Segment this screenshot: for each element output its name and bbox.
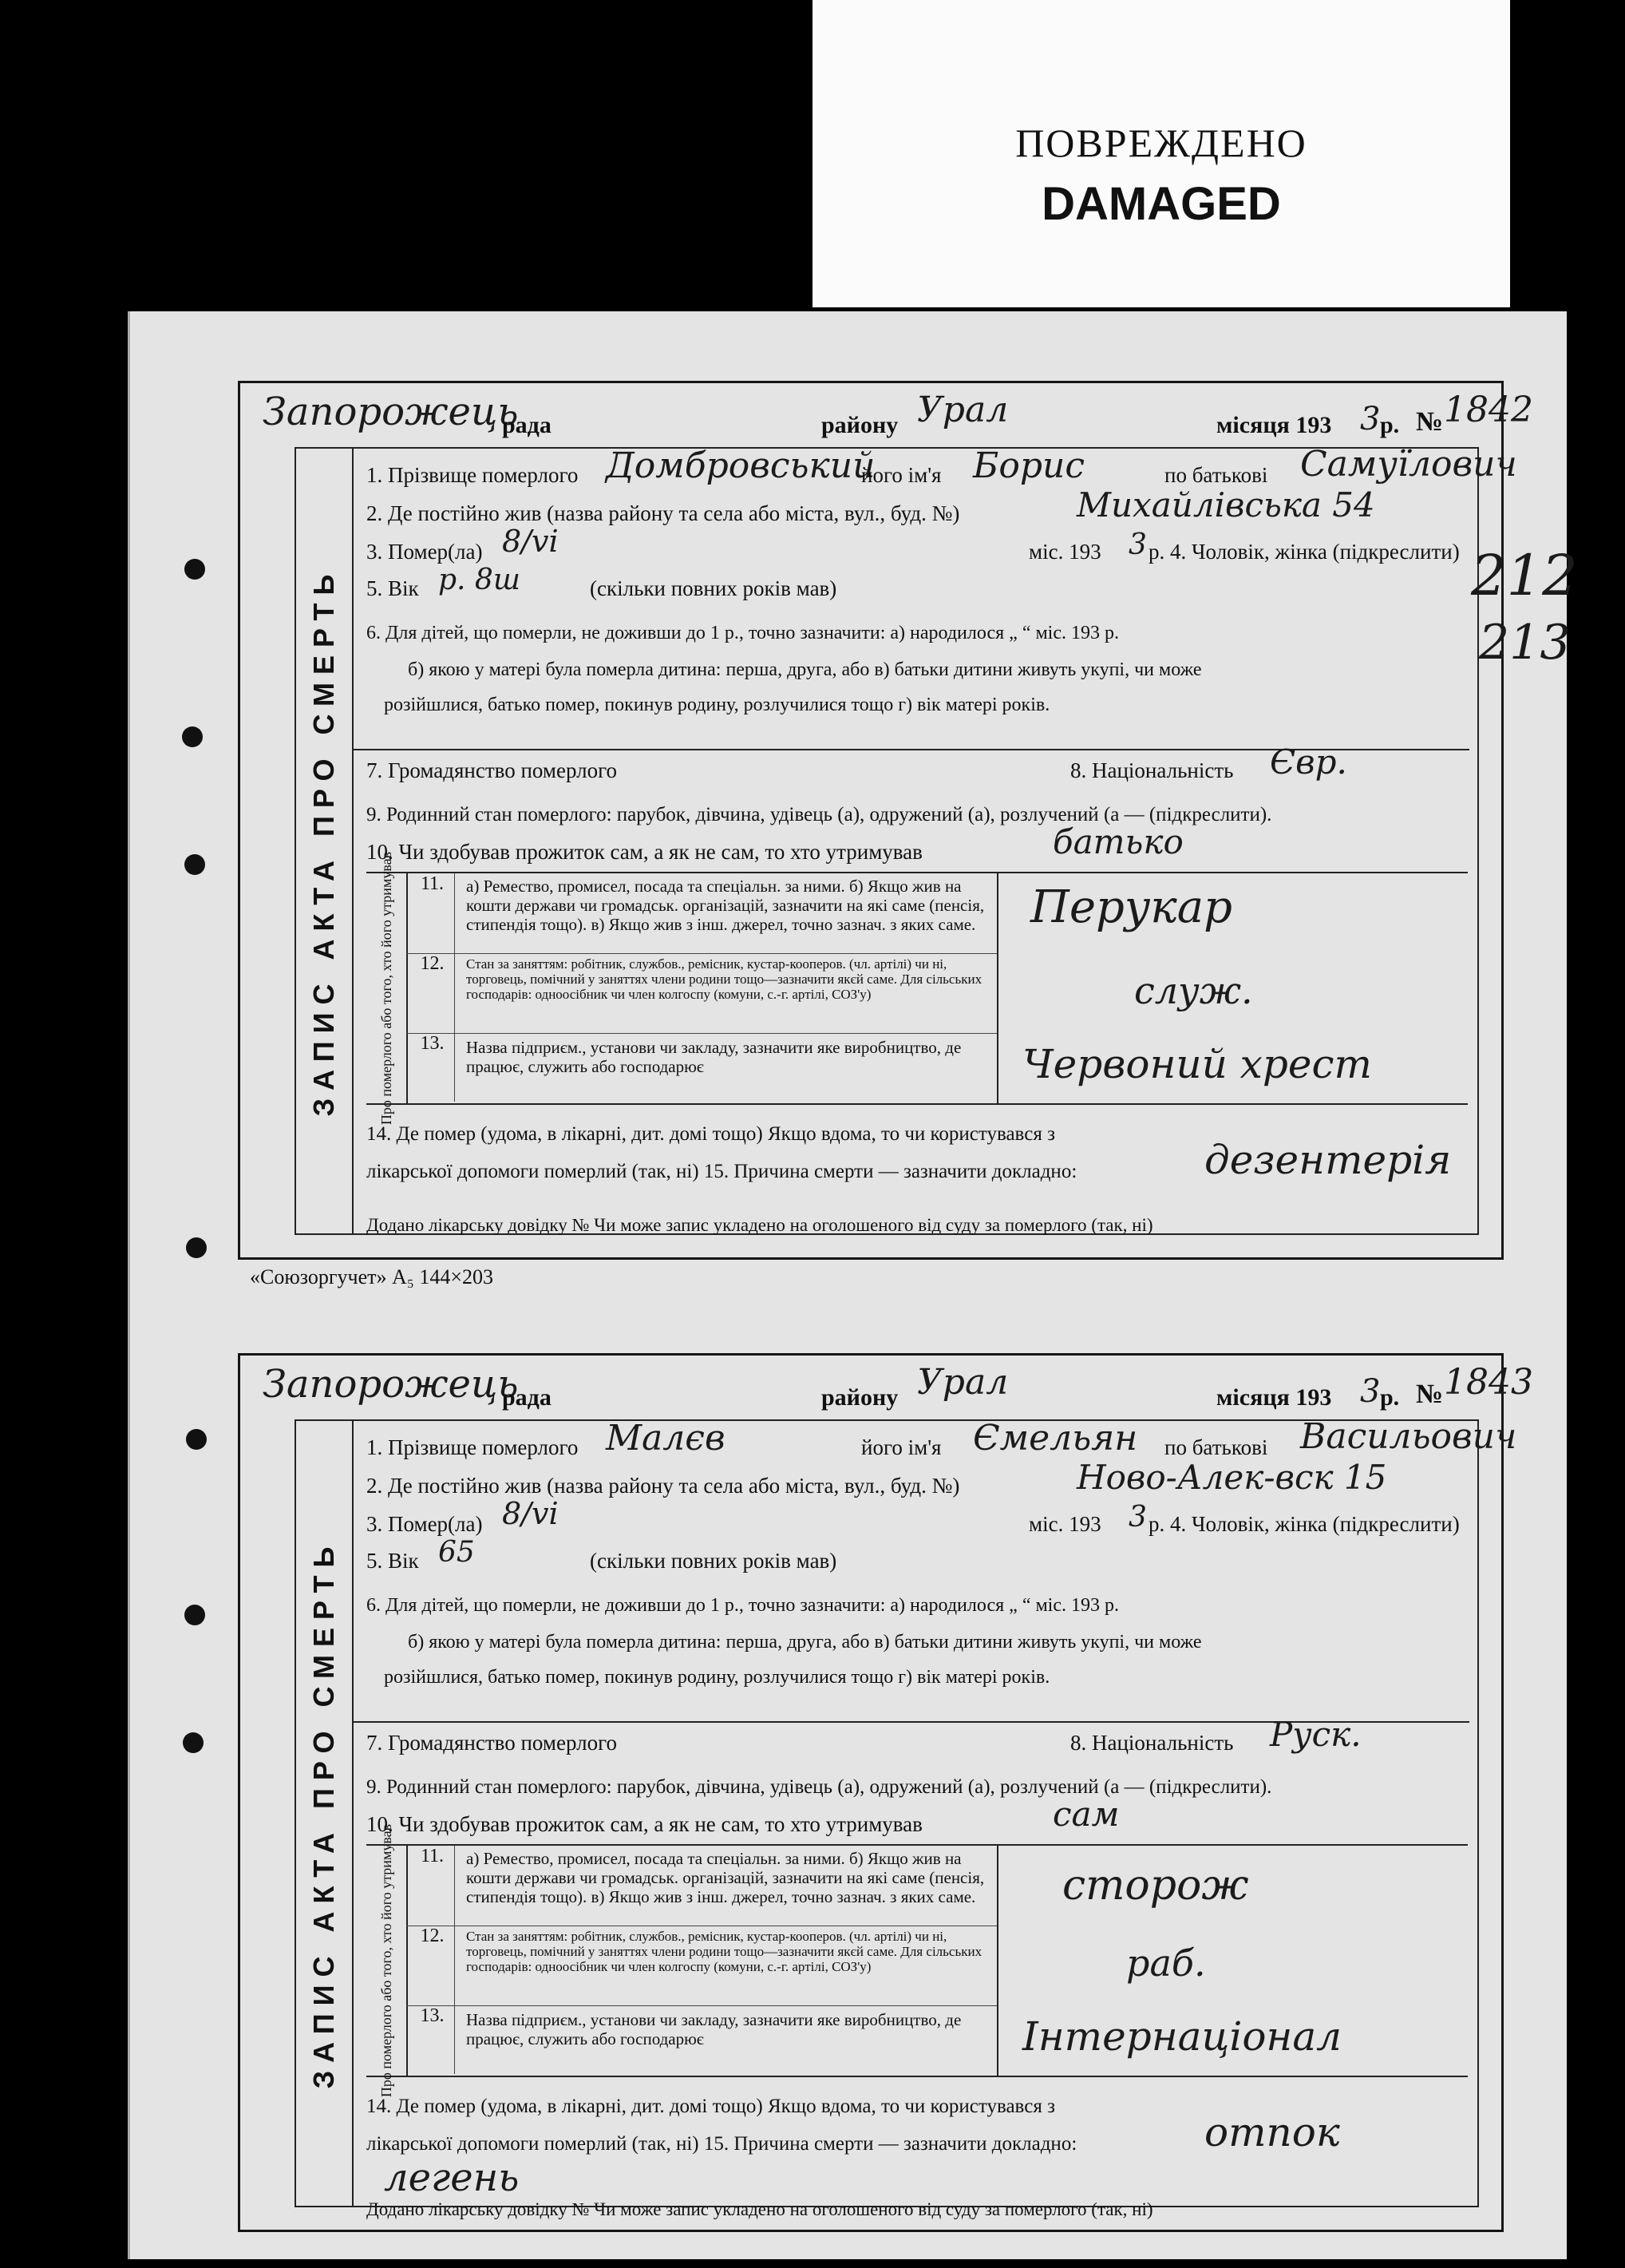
citizenship-label: 7. Громадянство померлого — [366, 758, 618, 782]
workplace-question: Назва підприєм., установи чи закладу, зазначити яке виробництво, де працює, служить або господарює — [466, 2010, 962, 2048]
child-order-label: б) якою у матері була померла дитина: перша, друга, або в) батьки дитини живуть укупі, чи може — [408, 659, 1202, 680]
death-date-value: 8/vi — [502, 524, 559, 559]
form-body — [295, 444, 1517, 1235]
occupation-question: а) Ремество, промисел, посада та спеціальн. за ними. б) Якщо жив на кошти держави чи громадськ. організацій, зазначити на які саме (пенсія, стипендія тощо). в) Якщо жив з інш. джерел, точно зазнач. з яких саме. — [466, 1849, 985, 1906]
status-question: Стан за заняттям: робітник, службов., ремісник, кустар-кооперов. (чл. артілі) чи ні, торговець, помічний у заняттях члени родини тощо—зазначити якєй саме. Для сільських господарів: одноосібник чи член колгоспу (комуни, с.-г. артілі, СОЗ'у) — [466, 1929, 983, 1974]
margin-number-1: 212 — [1471, 543, 1578, 608]
punch-hole-icon — [186, 1237, 207, 1258]
damaged-stamp-card — [812, 0, 1510, 307]
death-month-label: міс. 193 — [1029, 540, 1101, 564]
year-suffix: р. — [1380, 412, 1400, 438]
cause-label: лікарської допомоги померлий (так, ні) 15. Причина смерти — зазначити докладно: — [366, 1161, 1077, 1182]
form-header — [255, 390, 1533, 445]
row-child-2 — [408, 1632, 1469, 1653]
row-child-3 — [384, 695, 1469, 716]
death-date-label: 3. Помер(ла) — [366, 540, 483, 564]
answers-column — [997, 873, 1372, 1103]
marital-status-label: 9. Родинний стан померлого: парубок, дівчина, удівець (а), одружений (а), розлучений (а — (підкреслити). — [366, 804, 1272, 825]
month-label: місяця 193 — [1216, 412, 1332, 438]
row-number-11: 11. — [410, 1846, 455, 1926]
death-date-label: 3. Помер(ла) — [366, 1512, 483, 1536]
cause-value: дезентерія — [1204, 1137, 1452, 1183]
place-of-death-label: 14. Де помер (удома, в лікарні, дит. домі тощо) Якщо вдома, то чи користувався з — [366, 1123, 1055, 1145]
rayon-value: Урал — [917, 390, 1009, 430]
age-note: (скільки повних років мав) — [590, 576, 837, 600]
rada-value: Запорожець — [263, 390, 519, 434]
child-born-label: 6. Для дітей, що померли, не доживши до 1 р., точно зазначити: а) народилося „ “ міс. 193 р. — [366, 1595, 1119, 1616]
occupation-side-text: Про померлого або того, хто його утримував — [378, 851, 394, 1126]
side-title-text: ЗАПИС АКТА ПРО СМЕРТЬ — [307, 1538, 340, 2088]
printer-mark: «Союзоргучет» A₅ 144×203 — [250, 1265, 494, 1288]
cause-label: лікарської допомоги померлий (так, ні) 15. Причина смерти — зазначити докладно: — [366, 2133, 1077, 2155]
first-name-value: Ємельян — [973, 1418, 1138, 1459]
child-order-label: б) якою у матері була померла дитина: перша, друга, або в) батьки дитини живуть укупі, чи може — [408, 1632, 1202, 1653]
row-child-1 — [366, 623, 1469, 644]
occupation-side-label — [366, 1823, 408, 2098]
form-header — [255, 1362, 1533, 1418]
status-value: раб. — [1126, 1941, 1206, 1985]
row-age — [366, 1536, 1469, 1573]
death-year-digit: 3 — [1129, 1501, 1147, 1534]
address-value: Ново-Алек-вск 15 — [1077, 1458, 1387, 1497]
occupation-row-11 — [406, 1846, 997, 1926]
row-name — [366, 1416, 1517, 1460]
nationality-label: 8. Національність — [1070, 758, 1234, 782]
row-marital — [366, 804, 1469, 826]
row-cause — [366, 2109, 1469, 2155]
punch-hole-icon — [184, 854, 205, 875]
death-record-form-2 — [238, 1353, 1533, 2232]
row-age — [366, 564, 1469, 601]
row-number-13: 13. — [410, 2005, 455, 2074]
age-value: р. 8ш — [438, 564, 520, 596]
rada-label: рада — [502, 412, 552, 438]
year-digit: 3 — [1360, 401, 1381, 437]
mother-age-label: розійшлися, батько помер, покинув родину, розлучилися тощо г) вік матері років. — [384, 695, 1050, 715]
row-cause — [366, 1137, 1469, 1183]
death-year-digit: 3 — [1129, 528, 1147, 561]
row-certificate — [366, 2199, 1469, 2220]
surname-value: Малєв — [606, 1418, 726, 1459]
rayon-value: Урал — [917, 1362, 1009, 1403]
nationality-label: 8. Національність — [1070, 1731, 1234, 1755]
workplace-question: Назва підприєм., установи чи закладу, зазначити яке виробництво, де працює, служить або господарює — [466, 1038, 962, 1076]
record-number: 1842 — [1444, 390, 1533, 430]
address-value: Михайлівська 54 — [1077, 485, 1375, 524]
death-date-value: 8/vi — [502, 1496, 559, 1531]
row-number-12: 12. — [410, 953, 455, 1033]
row-child-2 — [408, 659, 1469, 681]
answers-column — [997, 1846, 1342, 2076]
workplace-value: Інтернаціонал — [1022, 2013, 1342, 2060]
cause-value: отпок — [1204, 2109, 1340, 2155]
punch-hole-icon — [183, 1732, 204, 1753]
sex-label: р. 4. Чоловік, жінка (підкреслити) — [1149, 540, 1460, 564]
age-label: 5. Вік — [366, 576, 419, 600]
occupation-question: а) Ремество, промисел, посада та спеціальн. за ними. б) Якщо жив на кошти держави чи громадськ. організацій, зазначити на які саме (пенсія, стипендія тощо). в) Якщо жив з інш. джерел, точно зазнач. з яких саме. — [466, 877, 985, 934]
occupation-row-12 — [406, 1926, 997, 2006]
row-death-date — [366, 1496, 1469, 1537]
row-marital — [366, 1776, 1469, 1799]
address-label: 2. Де постійно жив (назва району та села або міста, вул., буд. №) — [366, 501, 960, 525]
row-child-1 — [366, 1595, 1469, 1617]
row-number-12: 12. — [410, 1926, 455, 2005]
first-name-label: його ім'я — [861, 1435, 942, 1459]
nationality-value: Руск. — [1270, 1715, 1362, 1754]
occupation-row-11 — [406, 873, 997, 954]
row-child-3 — [384, 1667, 1469, 1688]
surname-label: 1. Прізвище померлого — [366, 463, 579, 487]
row-number-11: 11. — [410, 873, 455, 953]
patronymic-label: по батькові — [1164, 463, 1268, 487]
punch-hole-icon — [186, 1429, 207, 1450]
certificate-label: Додано лікарську довідку № Чи може запис укладено на оголошеного від суду за померлого (так, ні) — [366, 1215, 1153, 1235]
side-title-text: ЗАПИС АКТА ПРО СМЕРТЬ — [307, 566, 340, 1116]
marital-status-label: 9. Родинний стан померлого: парубок, дівчина, удівець (а), одружений (а), розлучений (а — (підкреслити). — [366, 1776, 1272, 1798]
occupation-side-label — [366, 851, 408, 1126]
rayon-label: району — [821, 412, 899, 438]
punch-hole-icon — [184, 1605, 205, 1625]
patronymic-value: Васильович — [1300, 1416, 1517, 1457]
workplace-value: Червоний хрест — [1022, 1041, 1372, 1087]
row-certificate — [366, 1215, 1469, 1236]
stamp-line-ukrainian: ПОВРЕЖДЕНО — [1015, 121, 1307, 165]
child-born-label: 6. Для дітей, що померли, не доживши до 1 р., точно зазначити: а) народилося „ “ міс. 193 р. — [366, 623, 1119, 643]
row-name — [366, 444, 1517, 488]
certificate-label: Додано лікарську довідку № Чи може запис укладено на оголошеного від суду за померлого (так, ні) — [366, 2199, 1153, 2219]
occupation-row-13 — [406, 2005, 997, 2074]
row-support — [366, 1795, 1469, 1837]
rayon-label: району — [821, 1384, 899, 1411]
age-value: 65 — [438, 1536, 475, 1569]
occupation-value: Перукар — [1030, 881, 1232, 933]
month-label: місяця 193 — [1216, 1384, 1332, 1411]
support-value: батько — [1053, 822, 1184, 861]
nationality-value: Євр. — [1270, 742, 1347, 782]
citizenship-label: 7. Громадянство померлого — [366, 1731, 618, 1755]
year-digit: 3 — [1360, 1373, 1381, 1410]
surname-label: 1. Прізвище померлого — [366, 1435, 579, 1459]
status-value: служ. — [1134, 969, 1253, 1012]
record-number: 1843 — [1444, 1362, 1533, 1403]
stamp-line-english: DAMAGED — [1042, 178, 1281, 230]
occupation-side-text: Про померлого або того, хто його утримував — [378, 1823, 394, 2098]
year-suffix: р. — [1380, 1384, 1400, 1411]
punch-hole-icon — [184, 559, 205, 580]
number-label: № — [1416, 1379, 1444, 1409]
side-title — [296, 449, 354, 1233]
side-title — [296, 1421, 354, 2206]
row-citizenship — [352, 742, 1469, 783]
first-name-value: Борис — [973, 445, 1085, 486]
support-label: 10. Чи здобував прожиток сам, а як не сам, то хто утримував — [366, 840, 923, 864]
mother-age-label: розійшлися, батько помер, покинув родину, розлучилися тощо г) вік матері років. — [384, 1667, 1050, 1688]
surname-value: Домбровський — [606, 445, 876, 486]
row-number-13: 13. — [410, 1033, 455, 1102]
row-citizenship — [352, 1715, 1469, 1755]
death-month-label: міс. 193 — [1029, 1512, 1101, 1536]
rada-value: Запорожець — [263, 1362, 519, 1407]
row-death-date — [366, 524, 1469, 564]
address-label: 2. Де постійно жив (назва району та села або міста, вул., буд. №) — [366, 1474, 960, 1498]
patronymic-label: по батькові — [1164, 1435, 1268, 1459]
occupation-row-13 — [406, 1033, 997, 1102]
place-of-death-label: 14. Де помер (удома, в лікарні, дит. домі тощо) Якщо вдома, то чи користувався з — [366, 2096, 1055, 2117]
form-body — [295, 1416, 1517, 2219]
margin-number-2: 213 — [1479, 615, 1571, 671]
support-label: 10. Чи здобував прожиток сам, а як не сам, то хто утримував — [366, 1812, 923, 1836]
cause-continuation: легень — [384, 2155, 520, 2200]
punch-hole-icon — [182, 726, 203, 747]
age-label: 5. Вік — [366, 1549, 419, 1573]
status-question: Стан за заняттям: робітник, службов., ремісник, кустар-кооперов. (чл. артілі) чи ні, торговець, помічний у заняттях члени родини тощо—зазначити якєй саме. Для сільських господарів: одноосібник чи член колгоспу (комуни, с.-г. артілі, СОЗ'у) — [466, 956, 983, 1002]
patronymic-value: Самуїлович — [1300, 444, 1517, 485]
row-support — [366, 822, 1469, 865]
support-value: сам — [1053, 1795, 1120, 1834]
rada-label: рада — [502, 1384, 552, 1411]
occupation-row-12 — [406, 953, 997, 1034]
age-note: (скільки повних років мав) — [590, 1549, 837, 1573]
occupation-value: сторож — [1062, 1862, 1249, 1910]
sex-label: р. 4. Чоловік, жінка (підкреслити) — [1149, 1512, 1460, 1536]
document-page — [128, 311, 1578, 2259]
row-address — [366, 1458, 1469, 1498]
first-name-label: його ім'я — [861, 463, 942, 487]
row-address — [366, 485, 1469, 526]
number-label: № — [1416, 407, 1444, 437]
